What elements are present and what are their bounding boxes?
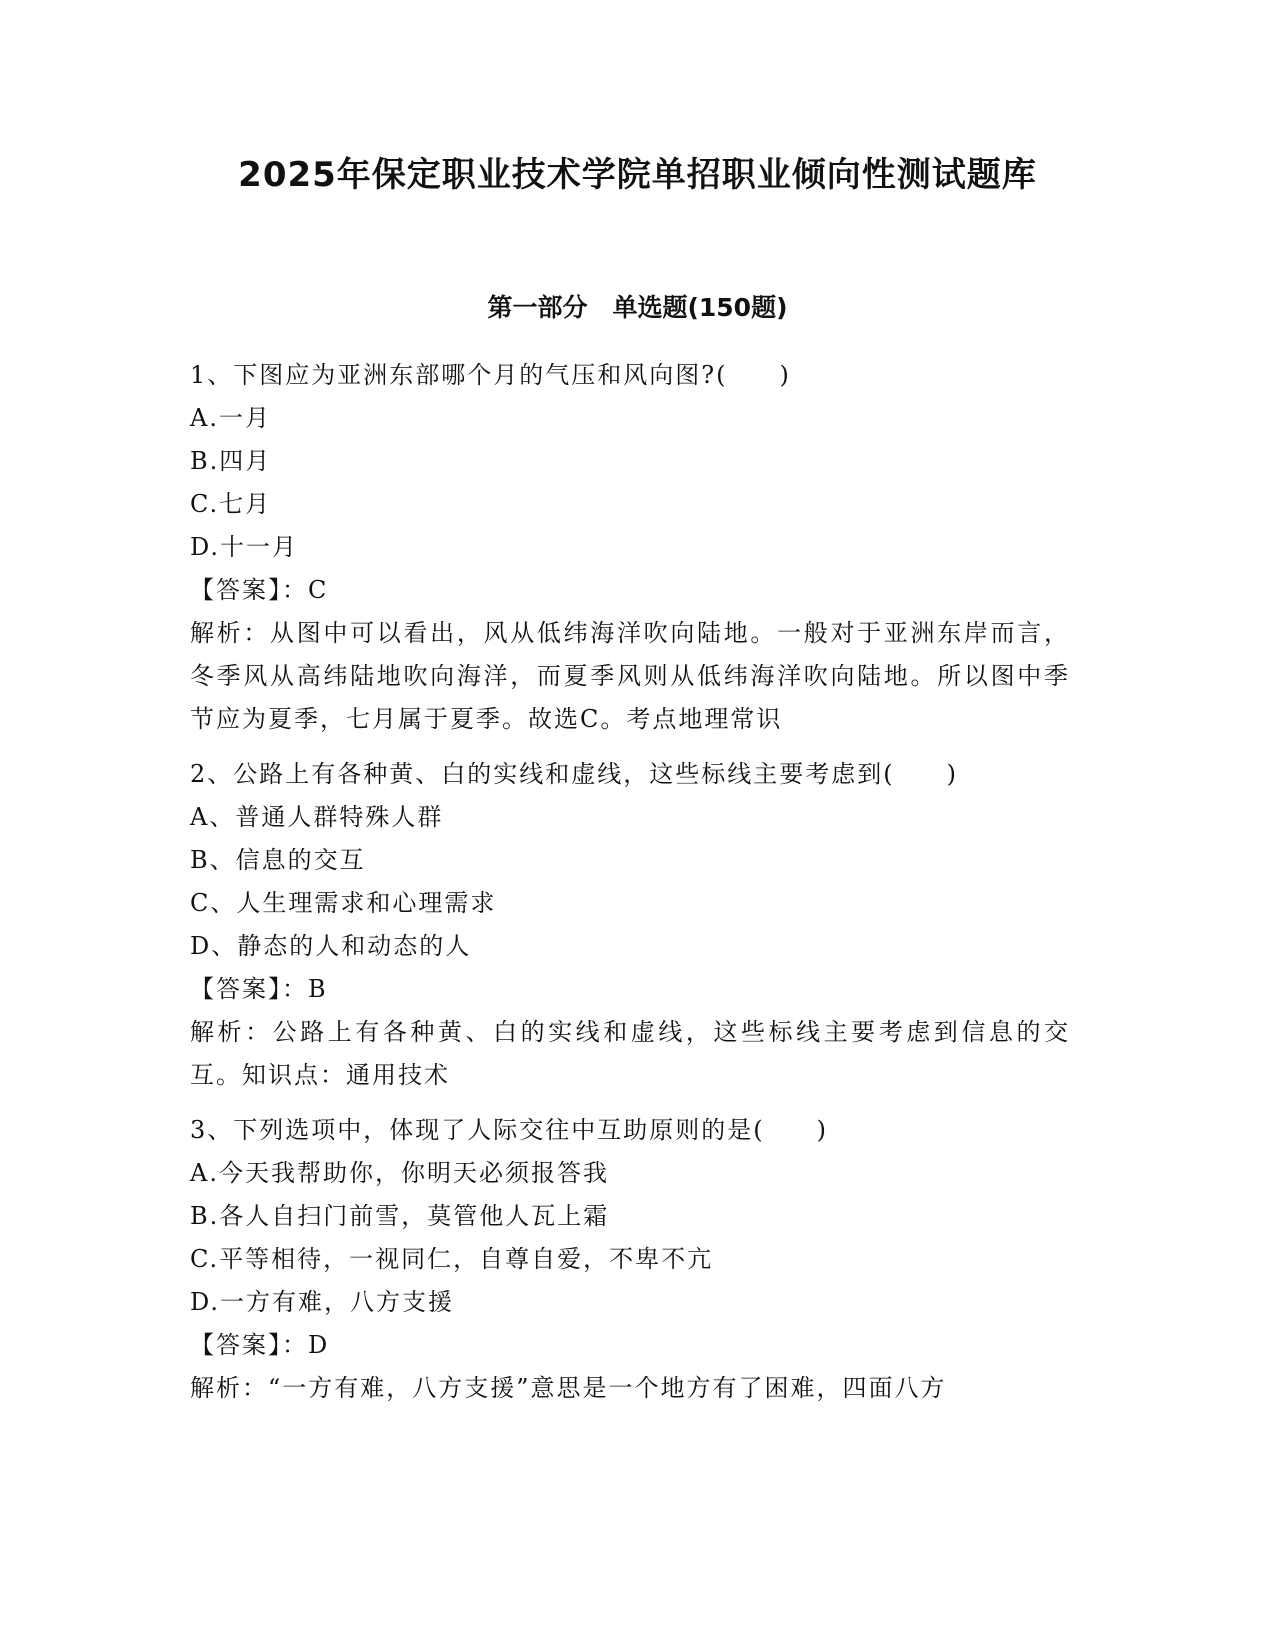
option-d: D.十一月 [190,533,299,561]
option-a: A.一月 [190,404,271,432]
answer-line: 【答案】：D [190,1331,330,1359]
option-d: D.一方有难，八方支援 [190,1288,455,1316]
option-b: B.四月 [190,447,272,475]
option-c: C、人生理需求和心理需求 [190,889,497,917]
option-a: A、普通人群特殊人群 [190,803,444,831]
question-list [190,354,1070,1422]
section-title: 第一部分 单选题(150题) [487,293,788,322]
option-d: D、静态的人和动态的人 [190,932,472,960]
document-title: 2025年保定职业技术学院单招职业倾向性测试题库 [238,155,1037,195]
question-stem: 1、下图应为亚洲东部哪个月的气压和风向图?( ) [190,361,791,389]
option-b: B.各人自扫门前雪，莫管他人瓦上霜 [190,1202,610,1230]
option-a: A.今天我帮助你，你明天必须报答我 [190,1159,609,1187]
question-stem: 2、公路上有各种黄、白的实线和虚线，这些标线主要考虑到( ) [190,760,958,788]
option-c: C.七月 [190,490,272,518]
explanation: 解析：公路上有各种黄、白的实线和虚线，这些标线主要考虑到信息的交互。知识点：通用技术 [190,1018,1070,1089]
question-1 [190,354,1070,741]
explanation: 解析：“一方有难，八方支援”意思是一个地方有了困难，四面八方 [190,1374,947,1402]
explanation: 解析：从图中可以看出，风从低纬海洋吹向陆地。一般对于亚洲东岸而言，冬季风从高纬陆地吹向海洋，而夏季风则从低纬海洋吹向陆地。所以图中季节应为夏季，七月属于夏季。故选C。考点地理常识 [190,619,1070,733]
answer-line: 【答案】：B [190,975,328,1003]
option-c: C.平等相待，一视同仁，自尊自爱，不卑不亢 [190,1245,714,1273]
question-3 [190,1109,1070,1410]
question-2 [190,753,1070,1097]
question-stem: 3、下列选项中，体现了人际交往中互助原则的是( ) [190,1116,828,1144]
option-b: B、信息的交互 [190,846,366,874]
answer-line: 【答案】：C [190,576,329,604]
